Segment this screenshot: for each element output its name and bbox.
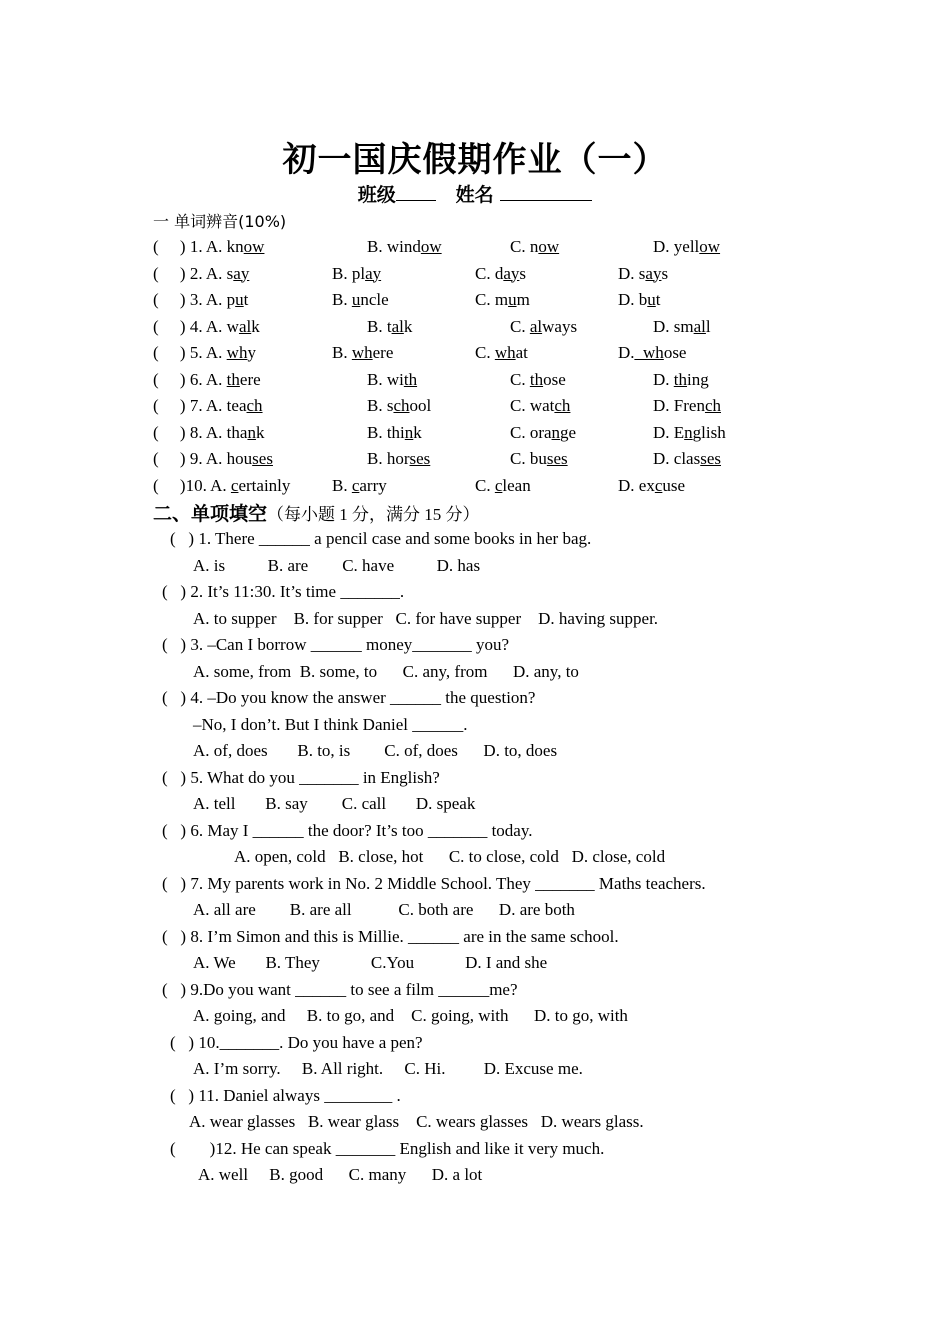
word-row-10-option-c — [475, 476, 531, 496]
choice-line: A. well B. good C. many D. a lot — [198, 1165, 483, 1184]
option-d-u: _wh — [634, 343, 664, 362]
answer-paren[interactable]: ( ) 5. A. — [153, 343, 227, 362]
option-a — [231, 476, 290, 495]
option-a-u: u — [235, 290, 244, 309]
option-c-pre: C. — [510, 369, 530, 389]
question-line: ( ) 4. –Do you know the answer ______ the question? — [162, 688, 536, 707]
answer-paren[interactable]: ( ) 3. A. — [153, 290, 227, 309]
option-d-pre: D. E — [653, 422, 685, 442]
option-a-u: al — [238, 316, 252, 336]
choice-line: –No, I don’t. But I think Daniel ______. — [193, 714, 468, 734]
word-row-9 — [153, 449, 273, 469]
option-c-post: at — [515, 343, 528, 362]
word-row-7-option-d — [653, 396, 721, 416]
option-c-u: c — [494, 475, 503, 495]
option-d — [618, 476, 685, 495]
option-c — [475, 476, 531, 495]
word-row-4-option-c — [510, 317, 577, 337]
option-d — [653, 317, 711, 336]
option-c-u: ch — [554, 396, 571, 415]
option-d — [618, 290, 661, 309]
question-line: ( ) 9.Do you want ______ to see a film ______me? — [162, 979, 518, 999]
option-d — [653, 449, 721, 468]
option-c-pre: C. — [475, 343, 495, 362]
option-b-post: k — [403, 316, 413, 336]
option-a-post: k — [255, 422, 265, 442]
option-c-u: wh — [494, 343, 516, 362]
option-b — [367, 370, 417, 389]
section2-title: 二、单项填空 — [153, 503, 268, 525]
option-d-post: s — [661, 263, 669, 283]
option-c-pre: C. d — [475, 263, 504, 283]
option-a — [227, 423, 265, 442]
option-d-u: c — [654, 475, 663, 495]
option-c-u: th — [529, 369, 544, 389]
option-a-u: ow — [243, 237, 265, 256]
option-b — [332, 476, 387, 495]
option-b-post: arry — [359, 475, 387, 495]
choice-line: A. tell B. say C. call D. speak — [193, 794, 476, 813]
answer-paren[interactable]: ( ) 1. A. — [153, 237, 227, 256]
option-b — [332, 264, 381, 283]
option-d-pre: D. — [618, 343, 635, 362]
word-row-10 — [153, 476, 290, 496]
option-c-u: ses — [546, 449, 568, 468]
option-b-u: th — [403, 369, 418, 389]
option-c-pre: C. ora — [510, 422, 552, 442]
option-d — [618, 264, 668, 283]
word-row-7-option-b — [367, 396, 431, 416]
option-a-u: ay — [233, 263, 250, 283]
word-row-7-option-c — [510, 396, 570, 416]
word-row-3-option-c — [475, 290, 530, 310]
section1-heading: 一 单词辨音(10%) — [153, 212, 287, 231]
option-b-pre: B. — [332, 343, 352, 362]
word-row-1 — [153, 237, 264, 257]
class-label: 班级 — [357, 184, 396, 206]
option-b — [367, 423, 422, 442]
word-row-3-option-b — [332, 290, 389, 310]
word-row-10-option-b — [332, 476, 387, 496]
word-row-1-option-c — [510, 237, 559, 257]
option-d-post: t — [655, 290, 661, 309]
option-a — [227, 290, 249, 309]
option-c-pre: C. m — [475, 290, 509, 309]
option-a-post: y — [247, 343, 256, 362]
question-line: ( ) 7. My parents work in No. 2 Middle School. They _______ Maths teachers. — [162, 873, 706, 893]
option-b-post: ool — [409, 396, 432, 415]
word-row-2-option-b — [332, 264, 381, 284]
choice-line: A. wear glasses B. wear glass C. wears glasses D. wears glass. — [189, 1112, 644, 1131]
word-row-9-option-b — [367, 449, 430, 469]
option-a-u: ch — [246, 396, 263, 415]
option-d-post: glish — [692, 422, 726, 442]
option-b — [367, 396, 431, 415]
option-c — [510, 423, 576, 442]
option-c — [510, 396, 570, 415]
word-row-8-option-d — [653, 423, 726, 443]
question-line: ( ) 10._______. Do you have a pen? — [170, 1032, 423, 1052]
option-a — [227, 237, 265, 256]
section2-note: （每小题 1 分，满分 15 分） — [267, 505, 480, 524]
option-b-post: ncle — [360, 290, 389, 309]
option-c — [475, 264, 526, 283]
option-a — [227, 264, 250, 283]
choice-line: A. I’m sorry. B. All right. C. Hi. D. Excuse me. — [193, 1059, 583, 1078]
option-c-post: ge — [560, 422, 577, 442]
option-d-u: th — [673, 369, 688, 389]
option-d-pre: D. — [653, 369, 674, 389]
section2-heading — [153, 499, 480, 526]
word-row-6 — [153, 370, 261, 390]
word-row-6-option-d — [653, 370, 709, 390]
word-row-6-option-b — [367, 370, 417, 390]
option-b — [332, 343, 393, 362]
option-b-pre: B. — [332, 475, 352, 495]
option-c-u: n — [551, 422, 561, 442]
option-b-u: n — [404, 422, 414, 442]
option-d-pre: D. Fren — [653, 396, 705, 415]
option-d — [618, 343, 686, 362]
option-a-pre: w — [226, 316, 239, 336]
question-line: ( ) 11. Daniel always ________ . — [170, 1085, 401, 1105]
choice-line: A. all are B. are all C. both are D. are both — [193, 900, 575, 919]
option-a-u: c — [230, 475, 239, 495]
option-c — [475, 343, 528, 362]
word-row-5-option-b — [332, 343, 393, 363]
option-b-pre: B. — [332, 290, 352, 309]
option-d-post: l — [705, 316, 711, 336]
option-c-post: ose — [543, 369, 566, 389]
name-blank[interactable] — [500, 186, 592, 201]
option-b-pre: B. wi — [367, 369, 404, 389]
class-blank[interactable] — [396, 186, 436, 201]
word-row-10-option-d — [618, 476, 685, 496]
class-name-line — [0, 180, 950, 207]
choice-line: A. to supper B. for supper C. for have supper D. having supper. — [193, 608, 659, 628]
word-row-5-option-c — [475, 343, 528, 363]
option-d — [653, 370, 709, 389]
option-a-u: th — [226, 369, 240, 389]
option-c-pre: C. — [475, 475, 495, 495]
option-d-post: use — [662, 475, 686, 495]
option-d-pre: D. b — [618, 290, 648, 309]
word-row-8 — [153, 423, 264, 443]
option-a — [227, 370, 261, 389]
option-b-u: c — [351, 475, 360, 495]
option-c — [510, 449, 568, 468]
option-a — [227, 396, 263, 415]
option-c-pre: C. wat — [510, 396, 555, 415]
option-d-u: al — [693, 316, 706, 336]
option-b-u: ow — [420, 237, 442, 256]
word-row-7 — [153, 396, 263, 416]
option-b-pre: B. pl — [332, 263, 366, 283]
option-d-post: ose — [663, 343, 687, 362]
question-line: ( ) 1. There ______ a pencil case and some books in her bag. — [170, 529, 592, 548]
option-a-pre: hou — [226, 449, 253, 468]
option-a-pre: kn — [226, 237, 244, 256]
option-d-u: ses — [700, 449, 721, 468]
choice-line: A. is B. are C. have D. has — [193, 555, 481, 575]
choice-line: A. We B. They C.You D. I and she — [193, 953, 548, 972]
word-row-9-option-c — [510, 449, 568, 469]
option-d-u: ow — [699, 237, 721, 256]
option-b — [367, 449, 430, 468]
answer-paren[interactable]: ( ) 6. A. — [153, 369, 227, 389]
word-row-4 — [153, 317, 260, 337]
option-c-u: ow — [538, 237, 560, 256]
option-a-u: n — [247, 422, 256, 442]
option-a-pre: p — [226, 290, 236, 309]
answer-paren[interactable]: ( ) 2. A. — [153, 263, 227, 283]
word-row-5-option-d — [618, 343, 686, 363]
option-d-u: ay — [645, 263, 662, 283]
choice-line: A. going, and B. to go, and C. going, with D. to go, with — [193, 1006, 628, 1025]
option-a-post: ere — [239, 369, 261, 389]
question-line: ( ) 5. What do you _______ in English? — [162, 767, 440, 787]
word-row-4-option-b — [367, 317, 412, 337]
choice-line: A. of, does B. to, is C. of, does D. to, does — [193, 741, 558, 760]
option-d — [653, 423, 726, 442]
option-b-pre: B. wind — [367, 237, 421, 256]
option-a — [227, 343, 256, 362]
option-a — [227, 449, 273, 468]
option-c-pre: C. bu — [510, 449, 547, 468]
option-a-post: ertainly — [238, 475, 291, 495]
choice-line: A. open, cold B. close, hot C. to close, cold D. close, cold — [234, 847, 666, 866]
word-row-8-option-b — [367, 423, 422, 443]
option-a-pre: tea — [226, 396, 247, 415]
option-d-u: u — [647, 290, 656, 309]
option-d — [653, 396, 721, 415]
option-c-u: ay — [503, 263, 520, 283]
answer-paren[interactable]: ( ) 8. A. — [153, 422, 227, 442]
option-a-pre: tha — [226, 422, 248, 442]
name-label: 姓名 — [455, 184, 494, 206]
option-c-u: al — [529, 316, 543, 336]
answer-paren[interactable]: ( ) 4. A. — [153, 316, 227, 336]
question-line: ( )12. He can speak _______ English and like it very much. — [170, 1138, 605, 1158]
question-line: ( ) 6. May I ______ the door? It’s too _______ today. — [162, 820, 533, 840]
option-c-post: ways — [542, 316, 578, 336]
option-c-u: u — [508, 290, 517, 309]
option-b-pre: B. hor — [367, 449, 410, 468]
option-b — [367, 237, 442, 256]
option-a-post: k — [251, 316, 260, 336]
option-d-pre: D. s — [618, 263, 646, 283]
option-b-u: ses — [409, 449, 431, 468]
option-c-pre: C. — [510, 316, 530, 336]
option-d-pre: D. clas — [653, 449, 701, 468]
option-d-pre: D. yell — [653, 237, 700, 256]
option-c — [510, 317, 577, 336]
question-line: ( ) 2. It’s 11:30. It’s time _______. — [162, 582, 405, 601]
option-c-pre: C. n — [510, 237, 539, 256]
option-b-u: al — [391, 316, 404, 336]
option-c — [510, 237, 559, 256]
option-b-post: k — [413, 422, 422, 442]
word-row-3 — [153, 290, 248, 310]
option-a-post: t — [243, 290, 249, 309]
word-row-4-option-d — [653, 317, 711, 337]
option-d-u: n — [684, 422, 693, 442]
option-c-post: lean — [502, 475, 531, 495]
choice-line: A. some, from B. some, to C. any, from D. any, to — [193, 661, 579, 681]
option-c — [475, 290, 530, 309]
option-b — [332, 290, 389, 309]
word-row-1-option-d — [653, 237, 720, 257]
answer-paren[interactable]: ( ) 7. A. — [153, 396, 227, 415]
question-line: ( ) 3. –Can I borrow ______ money_______ you? — [162, 635, 510, 654]
option-d-u: ch — [704, 396, 721, 415]
option-a — [227, 317, 260, 336]
word-row-5 — [153, 343, 256, 363]
option-b-post: ere — [372, 343, 394, 362]
answer-paren[interactable]: ( ) 9. A. — [153, 449, 227, 468]
option-a-u: ses — [252, 449, 273, 468]
question-line: ( ) 8. I’m Simon and this is Millie. ______ are in the same school. — [162, 926, 619, 946]
word-row-1-option-b — [367, 237, 442, 257]
option-b-pre: B. thi — [367, 422, 405, 442]
word-row-2-option-d — [618, 264, 668, 284]
answer-paren[interactable]: ( )10. A. — [153, 475, 231, 495]
option-d-pre: D. ex — [618, 475, 655, 495]
option-b-pre: B. t — [367, 316, 392, 336]
option-d — [653, 237, 720, 256]
page-title: 初一国庆假期作业（一） — [282, 140, 668, 180]
option-b — [367, 317, 412, 336]
option-b-u: ay — [365, 263, 382, 283]
option-d-post: ing — [687, 369, 709, 389]
word-row-6-option-c — [510, 370, 566, 390]
option-b-u: wh — [351, 343, 373, 362]
option-a-pre: s — [226, 263, 234, 283]
word-row-2 — [153, 264, 249, 284]
option-b-u: ch — [393, 396, 410, 415]
word-row-9-option-d — [653, 449, 721, 469]
option-b-u: u — [351, 290, 361, 309]
option-a-u: wh — [226, 343, 248, 362]
option-c-post: s — [519, 263, 527, 283]
option-b-pre: B. s — [367, 396, 394, 415]
option-d-pre: D. sm — [653, 316, 694, 336]
option-c — [510, 370, 566, 389]
word-row-3-option-d — [618, 290, 661, 310]
word-row-8-option-c — [510, 423, 576, 443]
word-row-2-option-c — [475, 264, 526, 284]
option-c-post: m — [516, 290, 530, 309]
